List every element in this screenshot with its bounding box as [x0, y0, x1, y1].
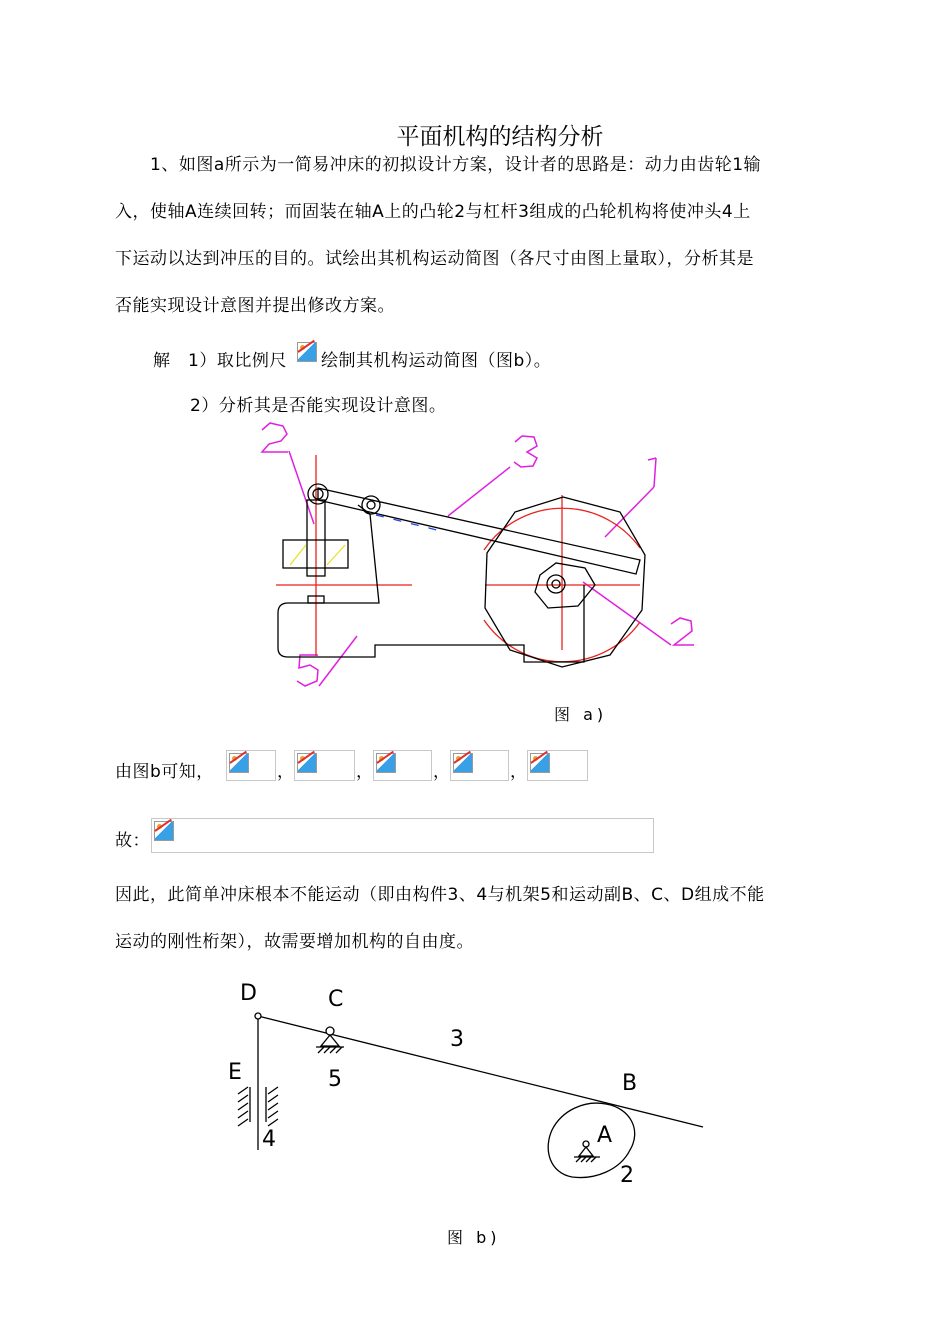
guide-hatch-right: [268, 1087, 278, 1126]
support-C: [321, 1035, 339, 1046]
figure-a-centerlines: [276, 455, 640, 662]
formula-image-2: [294, 750, 355, 781]
problem-line-2: 入，使轴A连续回转；而固装在轴A上的凸轮2与杠杆3组成的凸轮机构将使冲头4上: [115, 202, 751, 222]
broken-image-icon: [376, 753, 396, 773]
label-1-glyph: [654, 458, 656, 487]
guide-hatch-left: [238, 1087, 248, 1126]
solution-step-1-end: 绘制其机构运动简图（图b）。: [321, 351, 552, 371]
figure-a-yellow: [290, 545, 345, 565]
conclusion-line-2: 运动的刚性桁架），故需要增加机构的自由度。: [115, 932, 474, 952]
conclusion-line-1: 因此，此简单冲床根本不能运动（即由构件3、4与机架5和运动副B、C、D组成不能: [115, 885, 765, 905]
problem-line-1: 1、如图a所示为一简易冲床的初拟设计方案，设计者的思路是：动力由齿轮1输: [150, 155, 762, 175]
fromfig-text: 由图b可知，: [115, 762, 214, 782]
broken-image-icon: [154, 821, 174, 841]
leader-5: [319, 636, 357, 686]
lever-3: [318, 488, 640, 574]
leader-2: [583, 582, 671, 645]
broken-image-icon: [530, 753, 550, 773]
page-title: 平面机构的结构分析: [396, 124, 604, 150]
therefore-text: 故：: [115, 831, 150, 851]
formula-image-5: [527, 750, 588, 781]
label-4: 4: [262, 1127, 276, 1152]
label-B: B: [622, 1071, 638, 1096]
label-2: 2: [620, 1163, 634, 1188]
figure-a-leaders: [262, 423, 694, 686]
leader-3: [448, 467, 510, 516]
label-C: C: [328, 987, 344, 1012]
formula-image-4: [450, 750, 509, 781]
label-A: A: [597, 1123, 613, 1148]
label-3: 3: [450, 1027, 464, 1052]
formula-image-1: [226, 750, 276, 781]
figure-b-kinematic-diagram: [0, 970, 950, 1200]
problem-line-3: 下运动以达到冲压的目的。试绘出其机构运动简图（各尺寸由图上量取），分析其是: [115, 249, 754, 269]
label-3-glyph: [514, 436, 537, 467]
comma-2: ，: [356, 762, 374, 782]
joint-C: [326, 1027, 334, 1035]
comma-3: ，: [433, 762, 451, 782]
label-E: E: [228, 1060, 242, 1085]
figure-a-caption: 图 a): [554, 705, 608, 724]
comma-4: ，: [510, 762, 528, 782]
problem-line-4: 否能实现设计意图并提出修改方案。: [115, 296, 395, 316]
broken-image-icon: [229, 753, 249, 773]
figure-b-caption: 图 b): [447, 1228, 501, 1247]
label-D: D: [240, 981, 257, 1006]
label-1-glyph-top: [648, 458, 656, 460]
comma-1: ，: [277, 762, 295, 782]
solution-step-2: 2）分析其是否能实现设计意图。: [190, 396, 447, 416]
label-5-glyph: [297, 655, 318, 686]
formula-image-3: [373, 750, 432, 781]
pin-C: [362, 496, 380, 514]
label-2-glyph: [671, 618, 694, 645]
solution-step-1-start: 解 1）取比例尺: [153, 351, 287, 371]
formula-image-dof: [151, 818, 654, 853]
support-A: [579, 1147, 593, 1156]
figure-a-blue-dash: [376, 515, 445, 532]
broken-image-icon: [297, 753, 317, 773]
joint-D: [255, 1013, 261, 1019]
figure-a-mechanism: [278, 484, 645, 667]
label-4-glyph: [262, 423, 288, 452]
label-5: 5: [328, 1067, 342, 1092]
broken-image-icon: [453, 753, 473, 773]
